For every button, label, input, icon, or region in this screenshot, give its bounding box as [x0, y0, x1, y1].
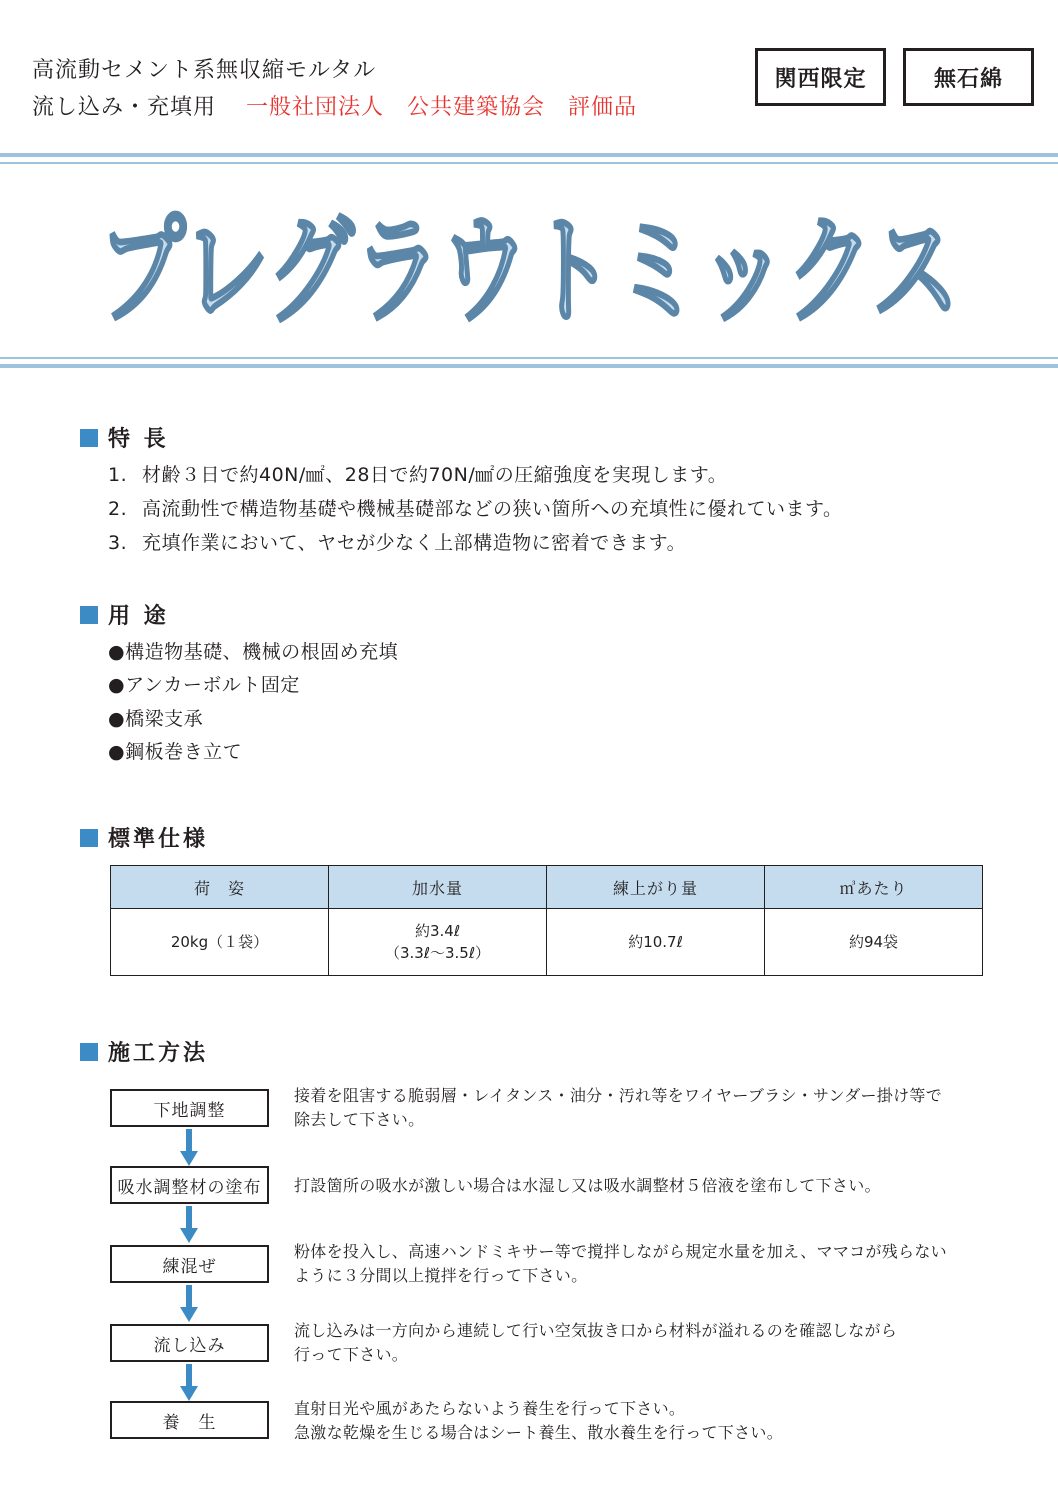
feature-text: 材齢３日で約40N/㎟、28日で約70N/㎟の圧縮強度を実現します。: [142, 464, 728, 486]
spec-heading: [80, 822, 208, 853]
feature-item: [108, 460, 727, 487]
flow-arrow-icon: [180, 1206, 198, 1244]
step-description-line: 直射日光や風があたらないよう養生を行って下さい。: [294, 1399, 686, 1418]
section-square-icon: [80, 1043, 98, 1061]
uses-heading: [80, 599, 169, 630]
spec-table: [110, 865, 983, 976]
per-m3-cell: 約94袋: [765, 909, 983, 976]
certification-text: 一般社団法人 公共建築協会 評価品: [246, 95, 638, 120]
step-description: [294, 1397, 783, 1445]
asbestos-free-badge: 無石綿: [903, 48, 1034, 106]
step-description-line: 除去して下さい。: [294, 1110, 425, 1129]
step-description-line: 急激な乾燥を生じる場合はシート養生、散水養生を行って下さい。: [294, 1423, 784, 1442]
section-square-icon: [80, 829, 98, 847]
features-heading: [80, 422, 169, 453]
feature-item: [108, 528, 686, 555]
product-title: プレグラウトミックス: [99, 202, 959, 340]
uses-heading-text: 用 途: [108, 604, 169, 629]
features-heading-text: 特 長: [108, 427, 169, 452]
product-title-graphic: [0, 176, 1058, 346]
feature-number: 1.: [108, 464, 128, 486]
step-description: [294, 1084, 942, 1132]
method-heading-text: 施工方法: [108, 1041, 209, 1066]
product-usage-line: [32, 90, 637, 121]
water-range: （3.3ℓ～3.5ℓ）: [384, 944, 491, 962]
band-bottom-line-1: [0, 357, 1058, 359]
step-description: [294, 1174, 881, 1198]
product-category: 高流動セメント系無収縮モルタル: [32, 58, 377, 83]
table-row: [111, 909, 983, 976]
column-header: 練上がり量: [547, 866, 765, 909]
section-square-icon: [80, 606, 98, 624]
column-header: 荷 姿: [111, 866, 329, 909]
column-header: ㎥あたり: [765, 866, 983, 909]
use-item: ●アンカーボルト固定: [108, 674, 300, 696]
flow-arrow-icon: [180, 1364, 198, 1402]
kansai-limited-badge: 関西限定: [755, 48, 886, 106]
flow-arrow-icon: [180, 1129, 198, 1167]
package-cell: 20kg（１袋）: [111, 909, 329, 976]
step-description: [294, 1319, 897, 1367]
usage-label: 流し込み・充填用: [32, 95, 217, 120]
use-item: ●鋼板巻き立て: [108, 741, 243, 763]
water-cell: [329, 909, 547, 976]
step-description-line: ように３分間以上撹拌を行って下さい。: [294, 1266, 588, 1285]
step-box-mixing: 練混ぜ: [110, 1245, 269, 1283]
flow-arrow-icon: [180, 1285, 198, 1323]
step-description-line: 接着を阻害する脆弱層・レイタンス・油分・汚れ等をワイヤーブラシ・サンダー掛け等で: [294, 1086, 943, 1105]
band-top-line-1: [0, 153, 1058, 157]
water-amount: 約3.4ℓ: [414, 922, 461, 940]
use-item: ●橋梁支承: [108, 708, 204, 730]
step-description-line: 流し込みは一方向から連続して行い空気抜き口から材料が溢れるのを確認しながら: [294, 1321, 898, 1340]
step-description: [294, 1240, 947, 1288]
step-description-line: 粉体を投入し、高速ハンドミキサー等で撹拌しながら規定水量を加え、ママコが残らない: [294, 1242, 947, 1261]
step-box-surface-prep: 下地調整: [110, 1089, 269, 1127]
table-header-row: [111, 866, 983, 909]
spec-heading-text: 標準仕様: [108, 827, 209, 852]
feature-item: [108, 494, 842, 521]
column-header: 加水量: [329, 866, 547, 909]
method-heading: [80, 1036, 208, 1067]
feature-text: 充填作業において、ヤセが少なく上部構造物に密着できます。: [142, 532, 687, 554]
step-box-curing: 養 生: [110, 1401, 269, 1439]
feature-text: 高流動性で構造物基礎や機械基礎部などの狭い箇所への充填性に優れています。: [142, 498, 843, 520]
use-item: ●構造物基礎、機械の根固め充填: [108, 641, 399, 663]
step-description-line: 行って下さい。: [294, 1345, 409, 1364]
yield-cell: 約10.7ℓ: [547, 909, 765, 976]
band-bottom-line-2: [0, 364, 1058, 368]
band-top-line-2: [0, 162, 1058, 164]
feature-number: 3.: [108, 532, 128, 554]
section-square-icon: [80, 429, 98, 447]
step-box-pouring: 流し込み: [110, 1324, 269, 1362]
step-box-absorption-primer: 吸水調整材の塗布: [110, 1166, 269, 1204]
step-description-line: 打設箇所の吸水が激しい場合は水湿し又は吸水調整材５倍液を塗布して下さい。: [294, 1176, 881, 1195]
feature-number: 2.: [108, 498, 128, 520]
